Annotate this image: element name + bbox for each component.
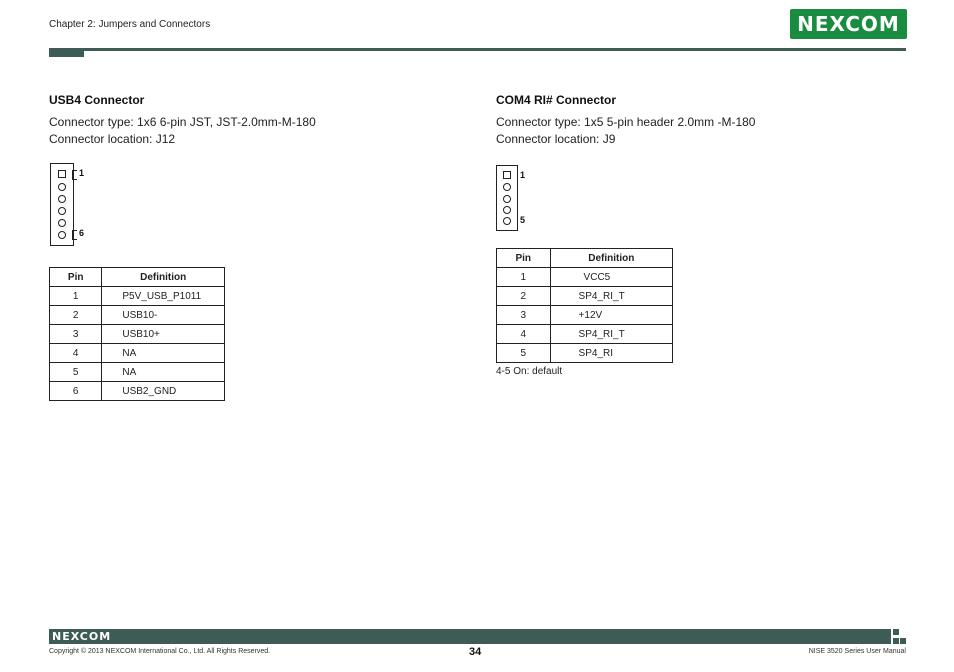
header-rule-accent (49, 51, 84, 57)
table-row (497, 306, 673, 325)
pin-cell: 3 (50, 325, 102, 344)
pin-cell: 2 (497, 287, 551, 306)
com4-pin-table (496, 248, 673, 363)
usb4-bracket-top (72, 170, 77, 180)
usb4-title: USB4 Connector (49, 93, 145, 107)
definition-cell: SP4_RI_T (550, 287, 672, 306)
usb4-connector-type: Connector type: 1x6 6-pin JST, JST-2.0mm-M-180 (49, 115, 316, 129)
pin-cell: 6 (50, 382, 102, 401)
definition-cell: +12V (550, 306, 672, 325)
usb4-pin-1-square (58, 170, 66, 178)
usb4-connector-diagram (50, 163, 74, 246)
com4-pin-2 (503, 183, 511, 191)
usb4-pin-label-first: 1 (79, 168, 85, 178)
table-row (497, 344, 673, 363)
com4-title: COM4 RI# Connector (496, 93, 617, 107)
table-row (497, 325, 673, 344)
definition-cell: P5V_USB_P1011 (102, 287, 225, 306)
chapter-title: Chapter 2: Jumpers and Connectors (49, 19, 211, 30)
footer-square-icon (893, 638, 899, 644)
manual-name: NISE 3520 Series User Manual (808, 648, 906, 655)
pin-cell: 5 (497, 344, 551, 363)
com4-pin-1-square (503, 171, 511, 179)
com4-pin-4 (503, 206, 511, 214)
pin-cell: 4 (50, 344, 102, 363)
copyright: Copyright © 2013 NEXCOM International Co., Ltd. All Rights Reserved. (49, 648, 271, 655)
definition-cell: SP4_RI (550, 344, 672, 363)
pin-cell: 1 (50, 287, 102, 306)
pin-cell: 3 (497, 306, 551, 325)
definition-header: Definition (102, 268, 225, 287)
table-row (497, 268, 673, 287)
com4-connector-diagram (496, 165, 518, 231)
table-row (50, 306, 225, 325)
usb4-pin-2 (58, 183, 66, 191)
table-row (50, 382, 225, 401)
logo-text: NEXCOM (797, 12, 900, 36)
definition-cell: USB10+ (102, 325, 225, 344)
definition-cell: USB10- (102, 306, 225, 325)
usb4-pin-4 (58, 207, 66, 215)
definition-header: Definition (550, 249, 672, 268)
com4-pin-3 (503, 195, 511, 203)
com4-connector-type: Connector type: 1x5 5-pin header 2.0mm -M-180 (496, 115, 756, 129)
definition-cell: USB2_GND (102, 382, 225, 401)
footer-square-icon (893, 629, 899, 635)
com4-pin-label-first: 1 (520, 170, 526, 180)
table-row (50, 363, 225, 382)
com4-connector-location: Connector location: J9 (496, 132, 616, 146)
table-row (497, 287, 673, 306)
pin-cell: 4 (497, 325, 551, 344)
table-row (50, 287, 225, 306)
footer-bar (49, 629, 891, 644)
usb4-bracket-bottom (72, 230, 77, 240)
pin-cell: 2 (50, 306, 102, 325)
page-number: 34 (469, 646, 482, 658)
com4-pin-label-last: 5 (520, 215, 526, 225)
usb4-pin-table (49, 267, 225, 401)
footer-logo: NEXCOM (52, 630, 112, 643)
header-rule (49, 48, 906, 51)
usb4-pin-label-last: 6 (79, 228, 85, 238)
nexcom-logo (790, 9, 907, 39)
definition-cell: VCC5 (550, 268, 672, 287)
pin-cell: 1 (497, 268, 551, 287)
pin-header: Pin (497, 249, 551, 268)
com4-pin-5 (503, 217, 511, 225)
pin-cell: 5 (50, 363, 102, 382)
com4-default-note: 4-5 On: default (496, 366, 563, 377)
definition-cell: SP4_RI_T (550, 325, 672, 344)
usb4-pin-6 (58, 231, 66, 239)
usb4-pin-3 (58, 195, 66, 203)
table-row (50, 325, 225, 344)
table-header-row (497, 249, 673, 268)
pin-header: Pin (50, 268, 102, 287)
definition-cell: NA (102, 363, 225, 382)
table-header-row (50, 268, 225, 287)
definition-cell: NA (102, 344, 225, 363)
usb4-connector-location: Connector location: J12 (49, 132, 176, 146)
table-row (50, 344, 225, 363)
footer-square-icon (900, 638, 906, 644)
usb4-pin-5 (58, 219, 66, 227)
